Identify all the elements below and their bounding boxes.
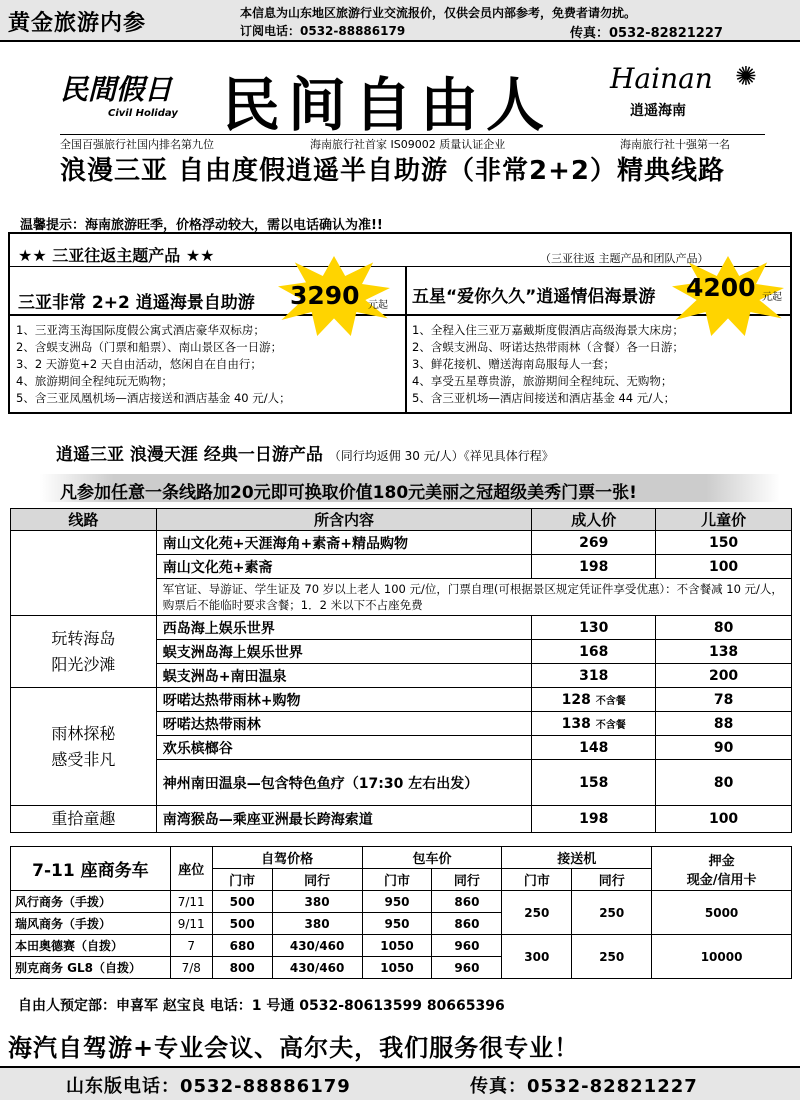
charter-peer: 860	[432, 913, 502, 935]
table-row	[11, 935, 792, 957]
route-group-line: 玩转海岛	[51, 628, 116, 648]
route-group	[11, 688, 157, 806]
route-group-line: 感受非凡	[51, 749, 116, 769]
column-header: 门市	[502, 869, 572, 891]
tagline: 海南旅行社首家 IS09002 质量认证企业	[310, 138, 506, 151]
column-header	[652, 847, 792, 891]
car-name: 别克商务 GL8（自拨）	[11, 957, 171, 979]
theme-heading: ★★ 三亚往返主题产品 ★★	[18, 246, 215, 265]
service-slogan: 海汽自驾游+专业会议、高尔夫，我们服务很专业！	[8, 1034, 580, 1062]
tour-content: 南山文化苑+天涯海角+素斋+精品购物	[156, 531, 532, 555]
charter-retail: 950	[362, 891, 432, 913]
adult-price	[532, 688, 656, 712]
list-item: 1、全程入住三亚万嘉戴斯度假酒店高级海景大床房；	[412, 323, 684, 337]
self-drive-peer: 380	[272, 913, 362, 935]
column-header: 包车价	[362, 847, 502, 869]
brand-name: 民间自由人	[222, 71, 553, 139]
transfer-retail: 300	[502, 935, 572, 979]
tour-content: 欢乐槟榔谷	[156, 736, 532, 760]
child-price: 78	[656, 688, 792, 712]
tour-content: 蜈支洲岛+南田温泉	[156, 664, 532, 688]
route-group-empty	[11, 531, 157, 616]
list-item: 5、含三亚机场—酒店间接送和酒店基金 44 元/人；	[412, 391, 676, 405]
child-price: 150	[656, 531, 792, 555]
car-name: 瑞风商务（手拨）	[11, 913, 171, 935]
tour-content: 蜈支洲岛海上娱乐世界	[156, 640, 532, 664]
list-item: 3、2 天游览+2 天自由活动，悠闲自在自由行；	[16, 357, 262, 371]
table-row	[11, 891, 792, 913]
tour-content: 神州南田温泉—包含特色鱼疗（17:30 左右出发）	[156, 760, 532, 806]
civil-holiday-logo-sub: Civil Holiday	[108, 108, 178, 119]
route-group: 重拾童趣	[11, 806, 157, 833]
table-row	[11, 616, 792, 640]
adult-price: 318	[532, 664, 656, 688]
child-price: 90	[656, 736, 792, 760]
tour-content: 南山文化苑+素斋	[156, 555, 532, 579]
right-price-unit: 元起	[762, 292, 782, 303]
column-header: 座位	[170, 847, 212, 891]
header-order-tel: 订阅电话：0532-88886179	[240, 24, 406, 38]
palm-tree-icon: ✺	[735, 62, 757, 92]
left-product-features	[16, 322, 291, 407]
divider	[405, 266, 407, 412]
table-row	[11, 531, 792, 555]
car-table-title: 7-11 座商务车	[11, 847, 171, 891]
tour-content: 呀喏达热带雨林+购物	[156, 688, 532, 712]
divider	[8, 266, 792, 267]
header-note: 本信息为山东地区旅游行业交流报价，仅供会员内部参考，免费者请勿扰。	[240, 6, 637, 20]
adult-price: 269	[532, 531, 656, 555]
self-drive-peer: 430/460	[272, 957, 362, 979]
deposit-sub-label: 现金/信用卡	[686, 872, 757, 888]
right-product-title: 五星“爱你久久”逍遥情侣海景游	[412, 287, 656, 307]
hainan-logo-sub: 逍遥海南	[630, 103, 686, 119]
car-name: 本田奥德赛（自拨）	[11, 935, 171, 957]
transfer-retail: 250	[502, 891, 572, 935]
header-fax: 传真：0532-82821227	[570, 26, 723, 41]
column-header: 同行	[272, 869, 362, 891]
route-group-line: 雨林探秘	[51, 723, 116, 743]
charter-peer: 960	[432, 935, 502, 957]
publication-title: 黄金旅游内参	[8, 11, 147, 36]
charter-retail: 1050	[362, 935, 432, 957]
transfer-peer: 250	[572, 935, 652, 979]
self-drive-retail: 500	[212, 891, 272, 913]
column-header: 线路	[11, 509, 157, 531]
no-meal-note: 不含餐	[595, 695, 626, 707]
promo-banner-text: 凡参加任意一条线路加20元即可换取价值180元美丽之冠超级美秀门票一张!	[60, 483, 637, 503]
column-header: 成人价	[532, 509, 656, 531]
hainan-logo: Hainan	[610, 62, 713, 95]
oneday-tours-table	[10, 508, 792, 833]
list-item: 4、旅游期间全程纯玩无购物；	[16, 374, 173, 388]
self-drive-retail: 500	[212, 913, 272, 935]
no-meal-note: 不含餐	[595, 719, 626, 731]
adult-price	[532, 712, 656, 736]
deposit-amount: 10000	[652, 935, 792, 979]
child-price: 80	[656, 760, 792, 806]
adult-price: 158	[532, 760, 656, 806]
child-price: 100	[656, 806, 792, 833]
route-group-line: 阳光沙滩	[51, 654, 116, 674]
deposit-amount: 5000	[652, 891, 792, 935]
right-product-features	[412, 322, 684, 407]
bottom-tel: 山东版电话：0532-88886179	[66, 1076, 351, 1097]
table-row	[11, 688, 792, 712]
tour-content: 呀喏达热带雨林	[156, 712, 532, 736]
car-seats: 9/11	[170, 913, 212, 935]
child-price: 88	[656, 712, 792, 736]
oneday-note: （同行均返佣 30 元/人）《祥见具体行程》	[328, 449, 554, 463]
self-drive-peer: 430/460	[272, 935, 362, 957]
child-price: 80	[656, 616, 792, 640]
column-header: 门市	[362, 869, 432, 891]
oneday-heading	[56, 440, 554, 465]
tagline: 全国百强旅行社国内排名第九位	[60, 138, 214, 151]
charter-retail: 950	[362, 913, 432, 935]
list-item: 4、享受五星尊贵游，旅游期间全程纯玩、无购物；	[412, 374, 673, 388]
right-product-price: 4200	[686, 273, 756, 302]
column-header: 同行	[432, 869, 502, 891]
bottom-fax: 传真：0532-82821227	[470, 1076, 698, 1097]
column-header: 门市	[212, 869, 272, 891]
deposit-label: 押金	[708, 853, 735, 869]
list-item: 1、三亚湾玉海国际度假公寓式酒店豪华双标房；	[16, 323, 265, 337]
tour-content: 南湾猴岛—乘座亚洲最长跨海索道	[156, 806, 532, 833]
car-seats: 7	[170, 935, 212, 957]
transfer-peer: 250	[572, 891, 652, 935]
column-header: 同行	[572, 869, 652, 891]
price-note: 军官证、导游证、学生证及 70 岁以上老人 100 元/位，门票自理(可根据景区规定凭证件享受优惠）：不含餐减 10 元/人，购票后不能临时要求含餐；1．2 米以下不占座免费	[156, 579, 791, 616]
car-seats: 7/11	[170, 891, 212, 913]
adult-price-value: 128	[561, 691, 591, 708]
list-item: 2、含蜈支洲岛、呀诺达热带雨林（含餐）各一日游；	[412, 340, 684, 354]
divider	[8, 314, 792, 316]
tagline: 海南旅行社十强第一名	[620, 138, 730, 151]
table-header-row	[11, 509, 792, 531]
list-item: 2、含蜈支洲岛（门票和船票）、南山景区各一日游；	[16, 340, 283, 354]
civil-holiday-logo: 民間假日	[60, 73, 173, 106]
list-item: 5、含三亚凤凰机场—酒店接送和酒店基金 40 元/人；	[16, 391, 291, 405]
adult-price: 168	[532, 640, 656, 664]
charter-retail: 1050	[362, 957, 432, 979]
tour-content: 西岛海上娱乐世界	[156, 616, 532, 640]
adult-price: 130	[532, 616, 656, 640]
child-price: 100	[656, 555, 792, 579]
page-headline: 浪漫三亚 自由度假逍遥半自助游（非常2+2）精典线路	[60, 156, 726, 186]
adult-price-value: 138	[561, 715, 591, 732]
tagline-strip	[60, 134, 765, 150]
self-drive-retail: 800	[212, 957, 272, 979]
left-price-unit: 元起	[368, 300, 388, 311]
car-name: 风行商务（手拨）	[11, 891, 171, 913]
adult-price: 148	[532, 736, 656, 760]
charter-peer: 960	[432, 957, 502, 979]
adult-price: 198	[532, 555, 656, 579]
column-header: 所含内容	[156, 509, 532, 531]
child-price: 138	[656, 640, 792, 664]
column-header: 儿童价	[656, 509, 792, 531]
table-row	[11, 806, 792, 833]
adult-price: 198	[532, 806, 656, 833]
column-header: 自驾价格	[212, 847, 362, 869]
theme-note: （三亚往返 主题产品和团队产品）	[540, 252, 709, 265]
left-product-price: 3290	[290, 281, 360, 310]
charter-peer: 860	[432, 891, 502, 913]
table-header-row	[11, 847, 792, 869]
self-drive-retail: 680	[212, 935, 272, 957]
route-group	[11, 616, 157, 688]
booking-contact: 自由人预定部：申喜军 赵宝良 电话：1 号通 0532-80613599 80665396	[18, 998, 505, 1014]
left-product-title: 三亚非常 2+2 逍遥海景自助游	[18, 293, 255, 313]
oneday-title: 逍遥三亚 浪漫天涯 经典一日游产品	[56, 445, 323, 465]
self-drive-peer: 380	[272, 891, 362, 913]
list-item: 3、鲜花接机、赠送海南岛服每人一套；	[412, 357, 615, 371]
car-seats: 7/8	[170, 957, 212, 979]
child-price: 200	[656, 664, 792, 688]
warm-tip: 温馨提示：海南旅游旺季，价格浮动较大，需以电话确认为准!!	[20, 218, 383, 233]
car-rental-table	[10, 846, 792, 979]
column-header: 接送机	[502, 847, 652, 869]
